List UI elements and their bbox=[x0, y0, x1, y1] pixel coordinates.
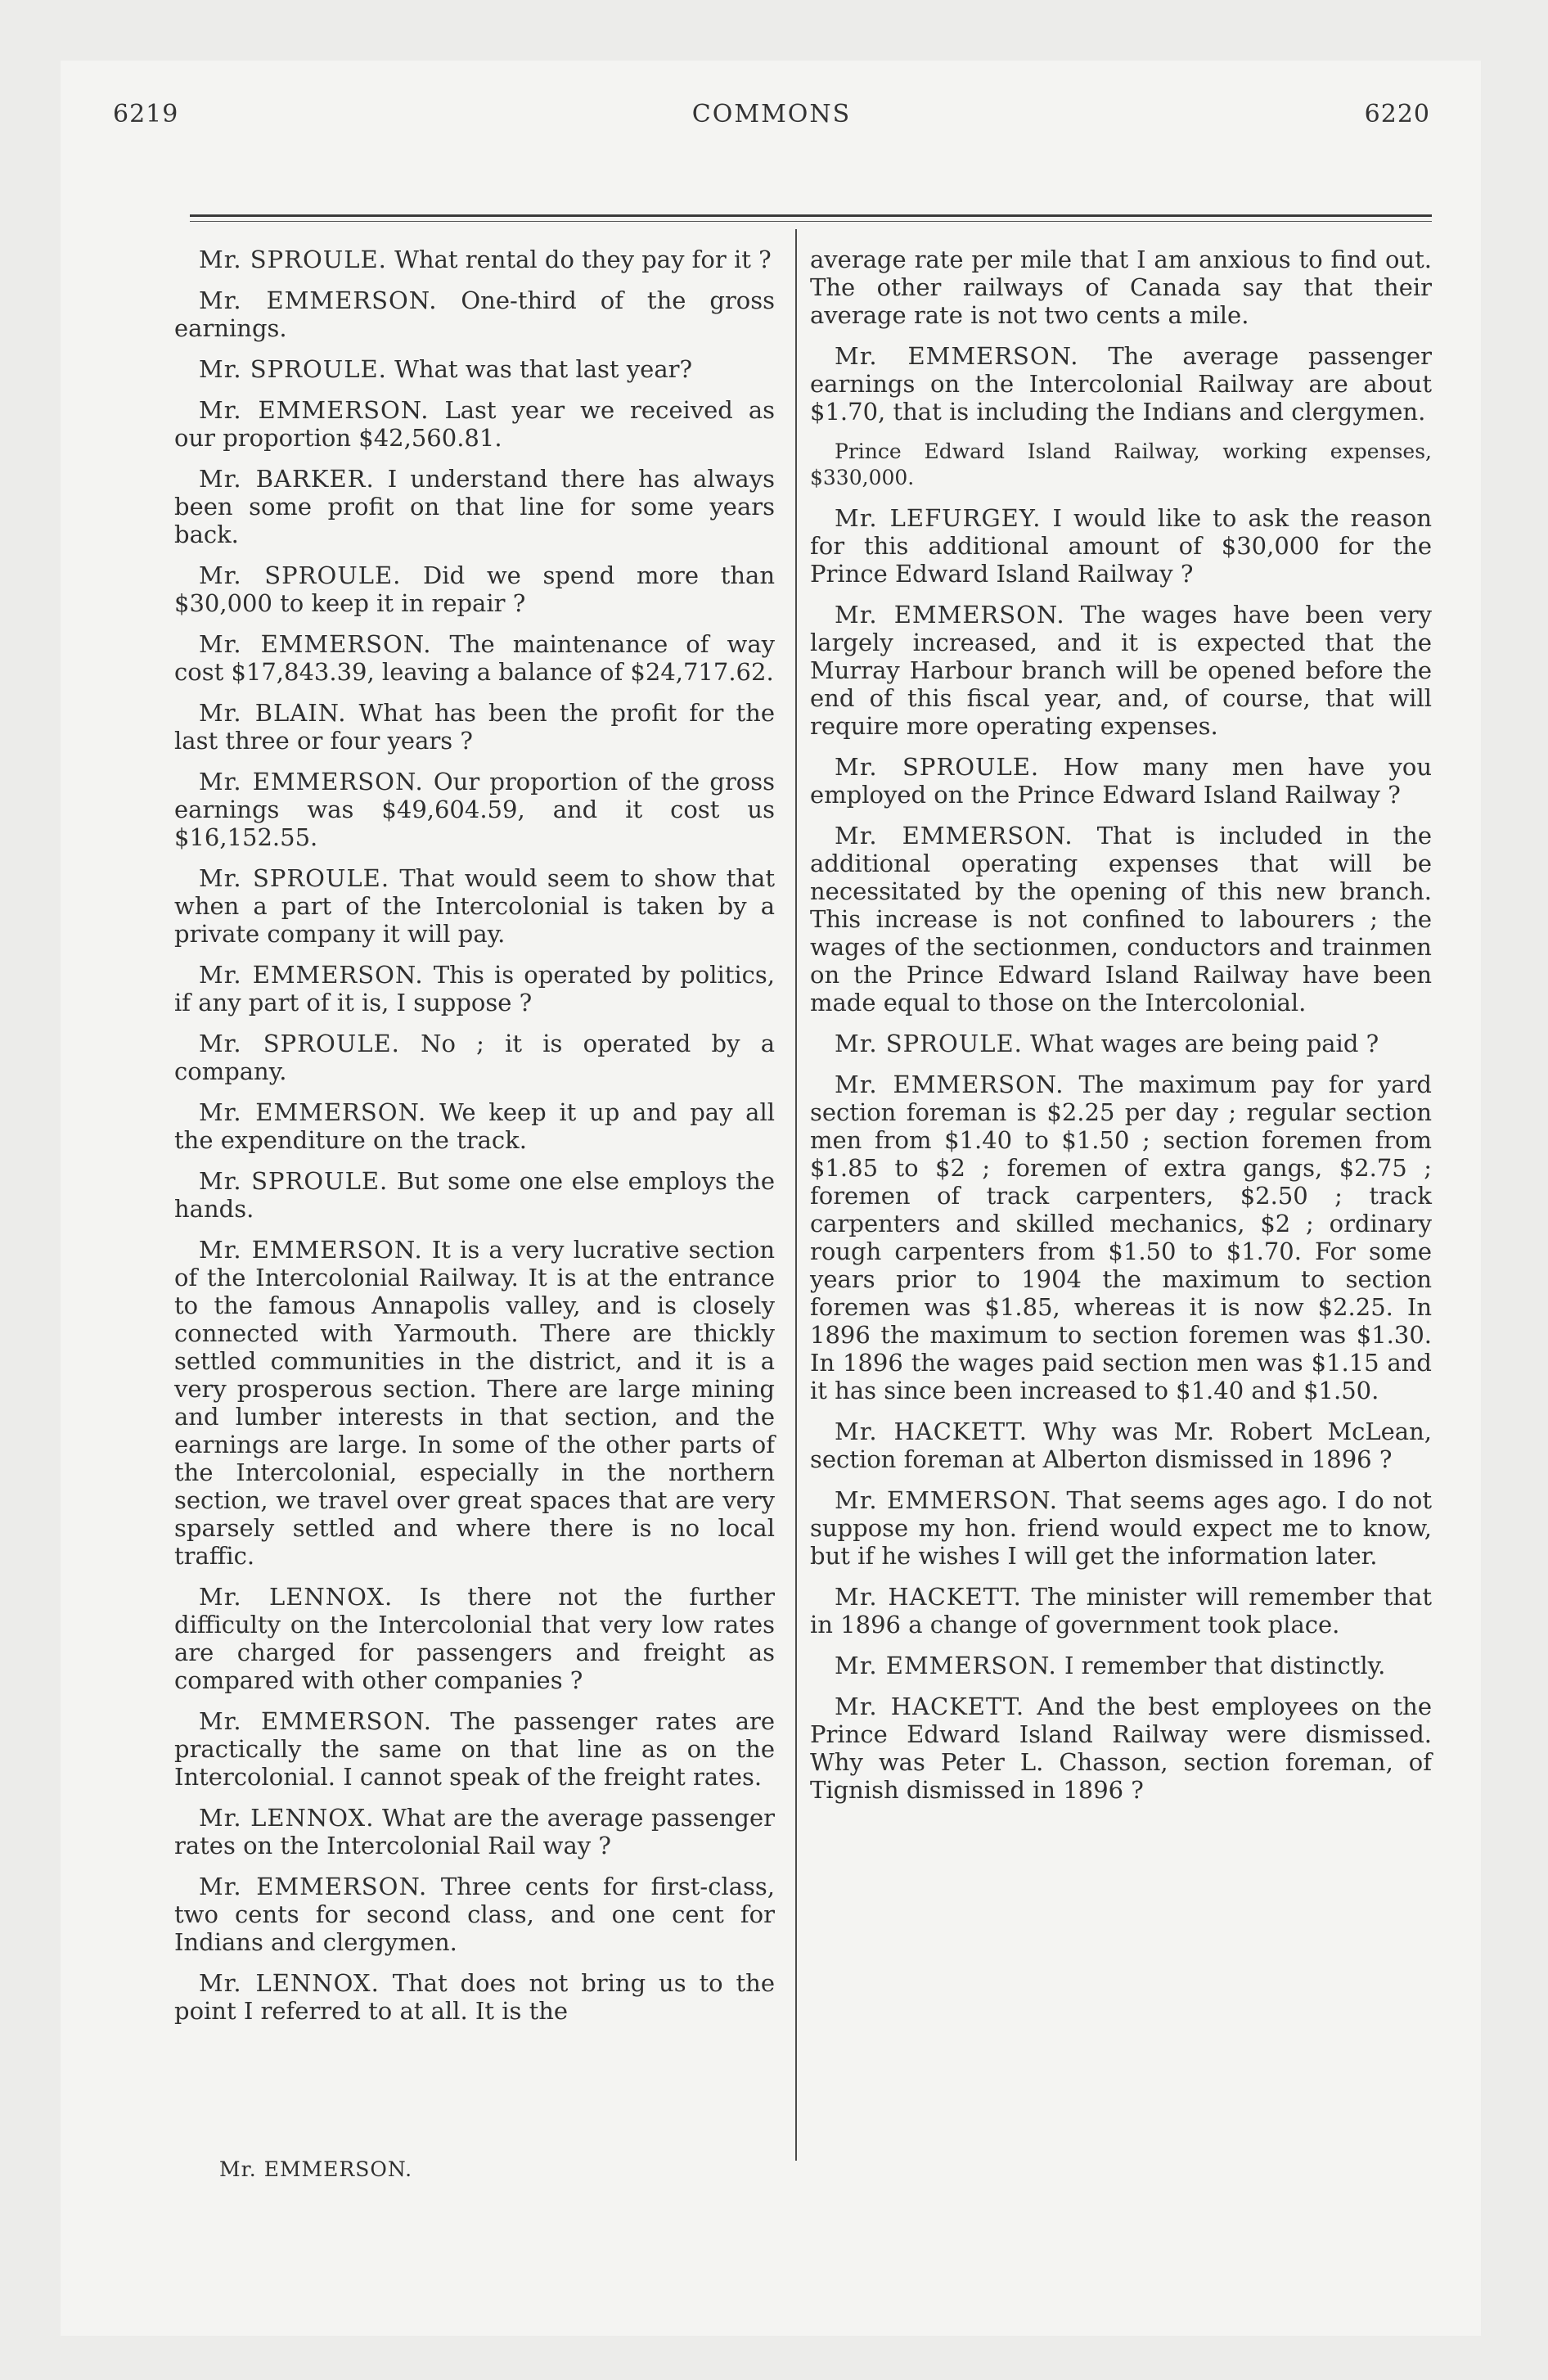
speaker-name: Mr. SPROULE. bbox=[199, 1030, 400, 1057]
speech-text: What wages are being paid ? bbox=[1030, 1030, 1379, 1057]
speech-text: I remember that distinctly. bbox=[1064, 1652, 1386, 1679]
speech-text: Did we spend more than $30,000 to keep it in repair ? bbox=[174, 561, 775, 617]
debate-paragraph bbox=[810, 1030, 1432, 1057]
debate-paragraph bbox=[810, 246, 1432, 329]
speech-text: Our proportion of the gross earnings was $49,604.59, and it cost us $16,152.55. bbox=[174, 768, 776, 851]
debate-paragraph bbox=[174, 1236, 775, 1570]
speech-text: What are the average passenger rates on the Intercolonial Rail way ? bbox=[174, 1804, 775, 1859]
debate-paragraph bbox=[174, 396, 775, 452]
debate-paragraph bbox=[810, 1693, 1432, 1804]
speech-text: And the best employees on the Prince Edward Island Railway were dismissed. Why was Peter L. Chasson, section foreman, of Tignish dismissed in 1896 ? bbox=[810, 1693, 1433, 1804]
speech-text: What rental do they pay for it ? bbox=[394, 246, 772, 273]
debate-paragraph bbox=[174, 1969, 775, 2025]
speaker-name: Mr. EMMERSON. bbox=[199, 1236, 423, 1264]
speaker-name: Mr. EMMERSON. bbox=[835, 1652, 1057, 1679]
debate-paragraph bbox=[810, 1652, 1432, 1679]
speech-text: This is operated by politics, if any part of it is, I suppose ? bbox=[174, 961, 776, 1016]
page-header bbox=[113, 100, 1430, 149]
speech-text: The wages have been very largely increased, and it is expected that the Murray Harbour branch will be opened before the end of this fiscal year, and, of course, that will require more operating expenses. bbox=[810, 601, 1433, 740]
debate-paragraph bbox=[174, 1167, 775, 1223]
debate-paragraph bbox=[810, 753, 1432, 809]
speaker-name: Mr. SPROULE. bbox=[835, 1030, 1023, 1057]
debate-paragraph bbox=[174, 630, 775, 686]
debate-paragraph bbox=[810, 601, 1432, 740]
speaker-name: Mr. SPROULE. bbox=[199, 246, 387, 273]
column-divider bbox=[795, 229, 797, 2161]
speech-text: I would like to ask the reason for this additional amount of $30,000 for the Prince Edward Island Railway ? bbox=[810, 504, 1432, 588]
speech-text: What has been the profit for the last three or four years ? bbox=[174, 699, 776, 755]
debate-paragraph bbox=[174, 1583, 775, 1694]
speaker-name: Mr. EMMERSON. bbox=[199, 1098, 427, 1126]
speaker-name: Mr. EMMERSON. bbox=[199, 1873, 428, 1900]
speaker-name: Mr. HACKETT. bbox=[835, 1418, 1028, 1445]
debate-paragraph bbox=[174, 465, 775, 548]
speaker-name: Mr. HACKETT. bbox=[835, 1583, 1022, 1611]
debate-paragraph bbox=[810, 1583, 1432, 1639]
speaker-name: Mr. LENNOX. bbox=[199, 1969, 380, 1997]
debate-paragraph bbox=[174, 286, 775, 342]
speaker-name: Mr. EMMERSON. bbox=[199, 768, 424, 796]
debate-paragraph bbox=[174, 1873, 775, 1956]
speaker-name: Mr. SPROULE. bbox=[835, 753, 1040, 781]
speech-text: That does not bring us to the point I referred to at all. It is the bbox=[174, 1969, 775, 2025]
speech-text: Last year we received as our proportion $42,560.81. bbox=[174, 396, 775, 452]
header-rule-thick bbox=[190, 214, 1432, 217]
speech-text: That seems ages ago. I do not suppose my hon. friend would expect me to know, but if he wishes I will get the information later. bbox=[810, 1486, 1432, 1570]
speaker-name: Mr. EMMERSON. bbox=[199, 286, 438, 314]
speaker-name: Mr. EMMERSON. bbox=[835, 1486, 1058, 1514]
speaker-name: Mr. EMMERSON. bbox=[199, 961, 424, 989]
speech-text: We keep it up and pay all the expenditure on the track. bbox=[174, 1098, 775, 1154]
speech-text: The maintenance of way cost $17,843.39, leaving a balance of $24,717.62. bbox=[174, 630, 775, 686]
speaker-name: Mr. EMMERSON. bbox=[835, 601, 1065, 629]
speaker-name: Mr. SPROULE. bbox=[199, 864, 390, 892]
left-column bbox=[174, 246, 775, 2038]
speaker-name: Mr. EMMERSON. bbox=[835, 342, 1079, 370]
page-number-right: 6220 bbox=[1364, 100, 1430, 128]
speech-text: I understand there has always been some profit on that line for some years back. bbox=[174, 465, 775, 548]
debate-paragraph bbox=[174, 1098, 775, 1154]
speaker-name: Mr. BLAIN. bbox=[199, 699, 347, 727]
speech-text: No ; it is operated by a company. bbox=[174, 1030, 775, 1085]
speaker-name: Mr. EMMERSON. bbox=[199, 1707, 432, 1735]
speaker-name: Mr. LEFURGEY. bbox=[835, 504, 1042, 532]
speech-text: The passenger rates are practically the same on that line as on the Intercolonial. I cannot speak of the freight rates. bbox=[174, 1707, 776, 1791]
speaker-name: Mr. EMMERSON. bbox=[199, 630, 432, 658]
speech-text: That would seem to show that when a part of the Intercolonial is taken by a private company it will pay. bbox=[174, 864, 775, 948]
debate-paragraph bbox=[810, 342, 1432, 426]
speech-text: One-third of the gross earnings. bbox=[174, 286, 775, 342]
speaker-name: Mr. SPROULE. bbox=[199, 561, 402, 589]
debate-paragraph bbox=[174, 1030, 775, 1085]
speaker-name: Mr. EMMERSON. bbox=[835, 822, 1073, 850]
speech-text: How many men have you employed on the Prince Edward Island Railway ? bbox=[810, 753, 1432, 809]
debate-paragraph bbox=[174, 768, 775, 851]
debate-paragraph bbox=[810, 822, 1432, 1016]
speech-text: The minister will remember that in 1896 a change of government took place. bbox=[810, 1583, 1433, 1639]
debate-paragraph bbox=[174, 561, 775, 617]
speech-text: Three cents for first-class, two cents for second class, and one cent for Indians and clergymen. bbox=[174, 1873, 776, 1956]
running-title: COMMONS bbox=[691, 100, 852, 128]
catchword: Mr. EMMERSON. bbox=[219, 2157, 413, 2181]
speaker-name: Mr. LENNOX. bbox=[199, 1583, 394, 1611]
speech-text: It is a very lucrative section of the Intercolonial Railway. It is at the entrance to the famous Annapolis valley, and is closely connected with Yarmouth. There are thickly settled communities in the district, and it is a very prosperous section. There are large mining and lumber interests in that section, and the earnings are large. In some of the other parts of the Intercolonial, especially in the northern section, we travel over great spaces that are very sparsely settled and where there is no local traffic. bbox=[174, 1236, 775, 1570]
speech-text: But some one else employs the hands. bbox=[174, 1167, 775, 1223]
speech-text: Prince Edward Island Railway, working expenses, $330,000. bbox=[810, 439, 1432, 489]
page-number-left: 6219 bbox=[113, 100, 179, 128]
speech-text: Is there not the further difficulty on the Intercolonial that very low rates are charged for passengers and freight as compared with other companies ? bbox=[174, 1583, 775, 1694]
speaker-name: Mr. EMMERSON. bbox=[835, 1071, 1064, 1098]
debate-paragraph bbox=[810, 1071, 1432, 1404]
speaker-name: Mr. LENNOX. bbox=[199, 1804, 375, 1832]
debate-paragraph bbox=[174, 355, 775, 383]
speaker-name: Mr. EMMERSON. bbox=[199, 396, 430, 424]
speaker-name: Mr. BARKER. bbox=[199, 465, 375, 493]
debate-paragraph bbox=[174, 1804, 775, 1859]
speaker-name: Mr. SPROULE. bbox=[199, 355, 387, 383]
speaker-name: Mr. SPROULE. bbox=[199, 1167, 389, 1195]
speaker-name: Mr. HACKETT. bbox=[835, 1693, 1025, 1720]
right-column bbox=[810, 246, 1432, 1817]
speech-text: What was that last year? bbox=[394, 355, 693, 383]
speech-text: average rate per mile that I am anxious to find out. The other railways of Canada say that their average rate is not two cents a mile. bbox=[810, 246, 1432, 329]
debate-paragraph bbox=[810, 1418, 1432, 1473]
debate-paragraph bbox=[174, 961, 775, 1016]
debate-paragraph bbox=[174, 1707, 775, 1791]
debate-paragraph bbox=[174, 864, 775, 948]
debate-paragraph bbox=[810, 439, 1432, 491]
debate-paragraph bbox=[810, 1486, 1432, 1570]
debate-paragraph bbox=[174, 699, 775, 755]
speech-text: That is included in the additional operating expenses that will be necessitated by the opening of this new branch. This increase is not confined to labourers ; the wages of the sectionmen, conductors and trainmen on the Prince Edward Island Railway have been made equal to those on the Intercolonial. bbox=[810, 822, 1432, 1016]
debate-paragraph bbox=[174, 246, 775, 273]
speech-text: The maximum pay for yard section foreman is $2.25 per day ; regular section men from $1.40 to $1.50 ; section foremen from $1.85 to $2 ; foremen of extra gangs, $2.75 ; foremen of track carpenters, $2.50 ; track carpenters and skilled mechanics, $2 ; ordinary rough carpenters from $1.50 to $1.70. For some years prior to 1904 the maximum to section foremen was $1.85, whereas it is now $2.25. In 1896 the maximum to section foremen was $1.30. In 1896 the wages paid section men was $1.15 and it has since been increased to $1.40 and $1.50. bbox=[810, 1071, 1432, 1404]
speech-text: Why was Mr. Robert McLean, section foreman at Alberton dismissed in 1896 ? bbox=[810, 1418, 1432, 1473]
debate-paragraph bbox=[810, 504, 1432, 588]
speech-text: The average passenger earnings on the Intercolonial Railway are about $1.70, that is including the Indians and clergymen. bbox=[810, 342, 1433, 426]
header-rule-thin bbox=[190, 221, 1432, 222]
